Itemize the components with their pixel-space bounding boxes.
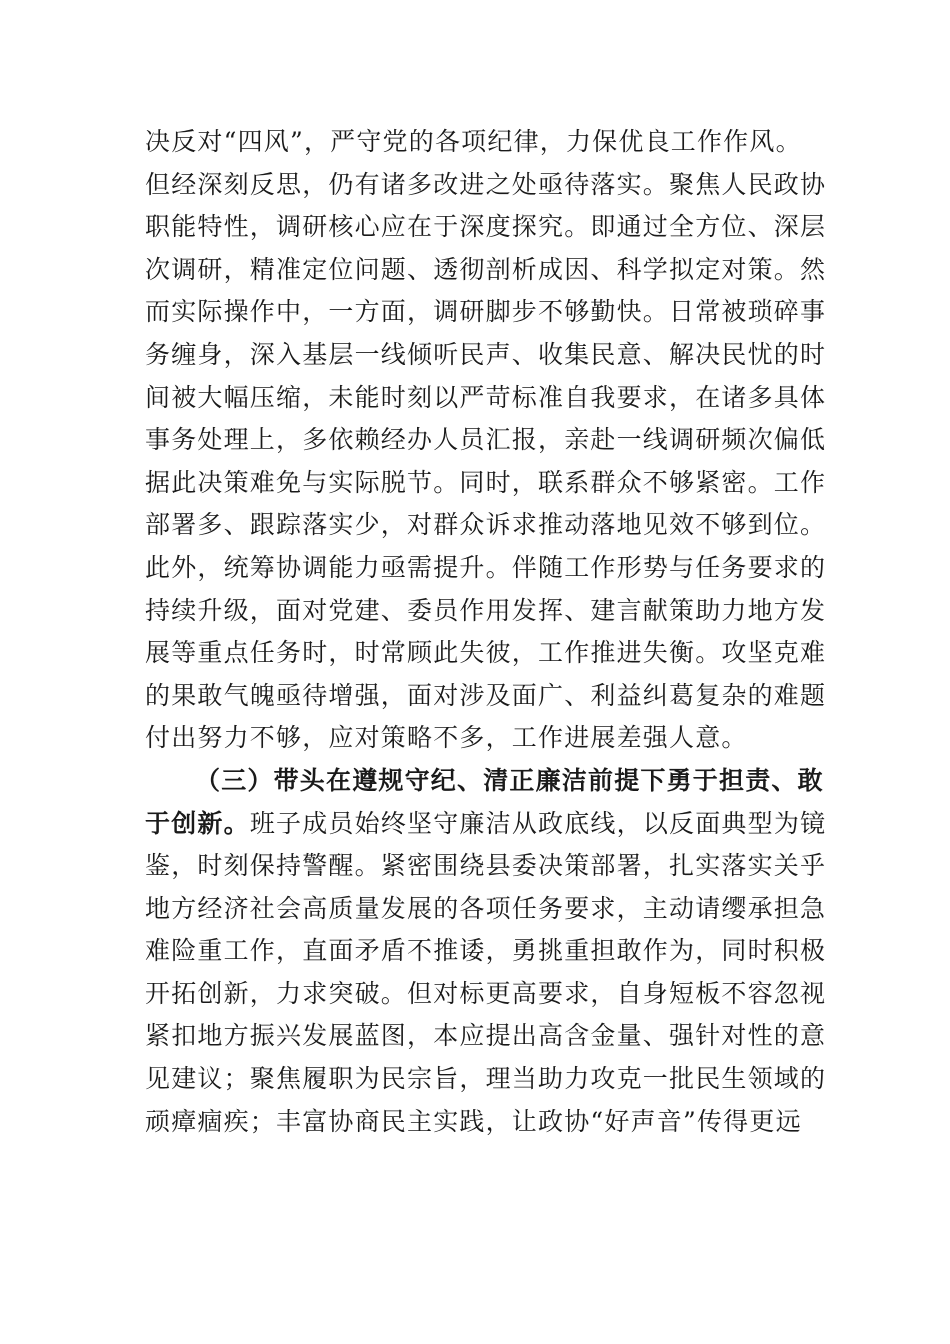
text-line: 开拓创新，力求突破。但对标更高要求，自身短板不容忽视 xyxy=(145,978,827,1008)
body-text xyxy=(145,121,827,1143)
text-line: 难险重工作，直面矛盾不推诿，勇挑重担敢作为，同时积极 xyxy=(145,936,827,966)
text-line: 部署多、跟踪落实少，对群众诉求推动落地见效不够到位。 xyxy=(145,510,827,540)
text-line: 此外，统筹协调能力亟需提升。伴随工作形势与任务要求的 xyxy=(145,552,827,582)
text-line: 事务处理上，多依赖经办人员汇报，亲赴一线调研频次偏低 xyxy=(145,425,827,455)
text-line: 职能特性，调研核心应在于深度探究。即通过全方位、深层 xyxy=(145,212,827,242)
text-line: 务缠身，深入基层一线倾听民声、收集民意、解决民忧的时 xyxy=(145,339,827,369)
text-line xyxy=(145,803,827,846)
text-line: 间被大幅压缩，未能时刻以严苛标准自我要求，在诸多具体 xyxy=(145,382,827,412)
text-line: 次调研，精准定位问题、透彻剖析成因、科学拟定对策。然 xyxy=(145,254,827,284)
text-line: 而实际操作中，一方面，调研脚步不够勤快。日常被琐碎事 xyxy=(145,297,827,327)
section-heading: （三）带头在遵规守纪、清正廉洁前提下勇于担责、敢 xyxy=(195,765,824,795)
text-line: 持续升级，面对党建、委员作用发挥、建言献策助力地方发 xyxy=(145,595,827,625)
text-line: 但经深刻反思，仍有诸多改进之处亟待落实。聚焦人民政协 xyxy=(145,169,827,199)
text-line: 展等重点任务时，时常顾此失彼，工作推进失衡。攻坚克难 xyxy=(145,638,827,668)
text-line: 鉴，时刻保持警醒。紧密围绕县委决策部署，扎实落实关乎 xyxy=(145,851,827,881)
text-line: 地方经济社会高质量发展的各项任务要求，主动请缨承担急 xyxy=(145,893,827,923)
text-line: 据此决策难免与实际脱节。同时，联系群众不够紧密。工作 xyxy=(145,467,827,497)
text-line: 付出努力不够，应对策略不多，工作进展差强人意。 xyxy=(145,723,748,753)
text-line: 顽瘴痼疾；丰富协商民主实践，让政协“好声音”传得更远 xyxy=(145,1106,802,1136)
text-line: 决反对“四风”，严守党的各项纪律，力保优良工作作风。 xyxy=(145,127,802,156)
text-run: 班子成员始终坚守廉洁从政底线，以反面典型为镜 xyxy=(249,808,827,838)
text-line: 见建议；聚焦履职为民宗旨，理当助力攻克一批民生领域的 xyxy=(145,1064,827,1094)
section-heading-end: 于创新。 xyxy=(145,808,250,838)
text-line: 紧扣地方振兴发展蓝图，本应提出高含金量、强针对性的意 xyxy=(145,1021,827,1051)
text-line: 的果敢气魄亟待增强，面对涉及面广、利益纠葛复杂的难题 xyxy=(145,680,827,710)
